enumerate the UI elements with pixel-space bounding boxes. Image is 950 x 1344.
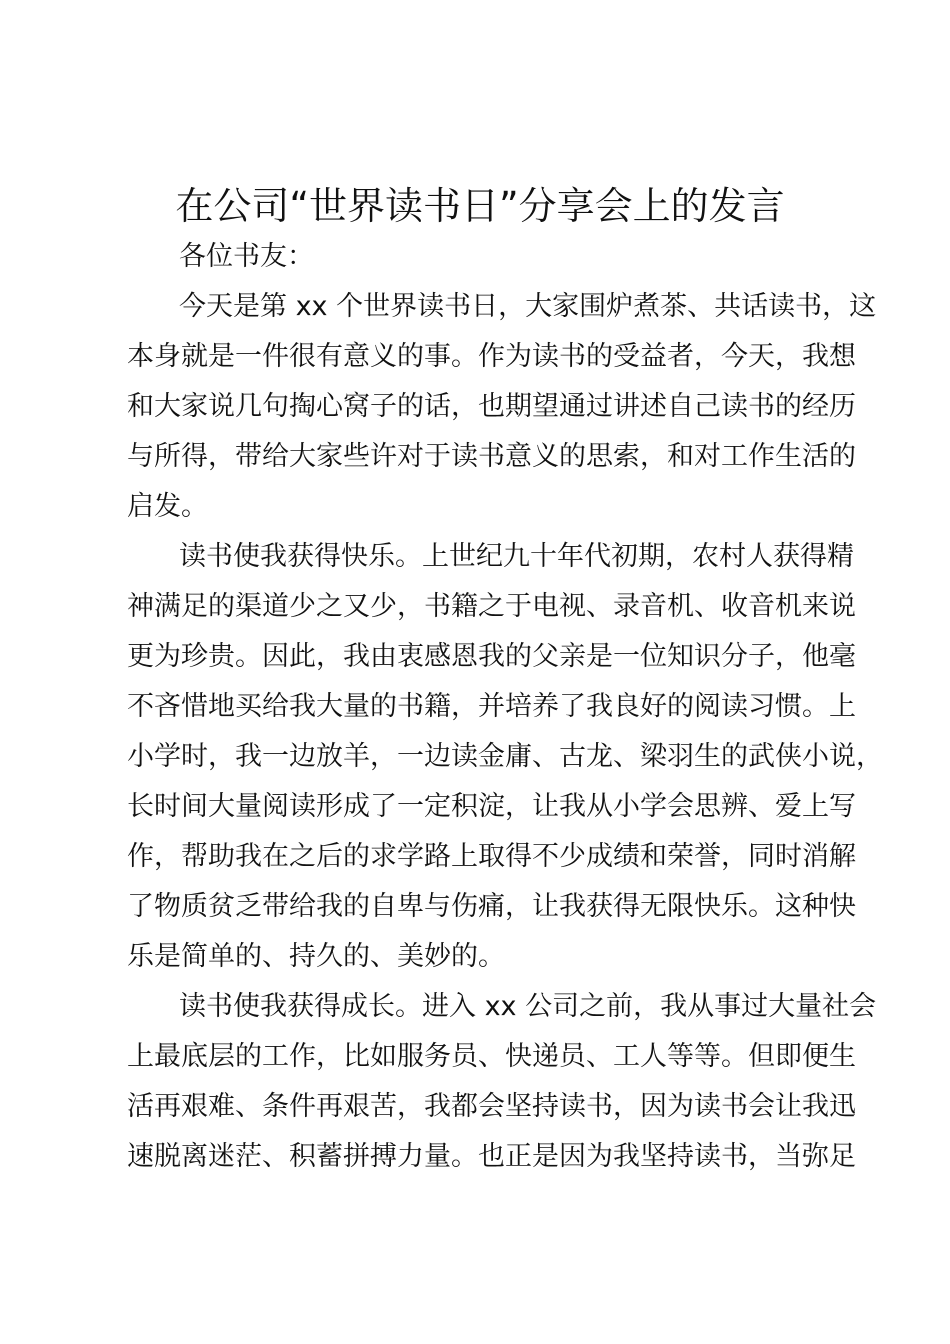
- text-line: 活再艰难、条件再艰苦，我都会坚持读书，因为读书会让我迅: [127, 1091, 856, 1122]
- text-line: 读书使我获得快乐。上世纪九十年代初期，农村人获得精: [179, 541, 854, 572]
- text-line: 本身就是一件很有意义的事。作为读书的受益者，今天，我想: [127, 341, 856, 372]
- salutation: 各位书友：: [179, 241, 314, 272]
- text-line: 不吝惜地买给我大量的书籍，并培养了我良好的阅读习惯。上: [127, 691, 856, 722]
- text-line: 读书使我获得成长。进入 xx 公司之前，我从事过大量社会: [179, 991, 877, 1022]
- text-line: 乐是简单的、持久的、美妙的。: [127, 941, 505, 972]
- text-line: 和大家说几句掏心窝子的话，也期望通过讲述自己读书的经历: [127, 391, 856, 422]
- text-line: 小学时，我一边放羊，一边读金庸、古龙、梁羽生的武侠小说，: [127, 741, 883, 772]
- text-line: 作，帮助我在之后的求学路上取得不少成绩和荣誉，同时消解: [127, 841, 856, 872]
- text-line: 长时间大量阅读形成了一定积淀，让我从小学会思辨、爱上写: [127, 791, 856, 822]
- document-title: 在公司“世界读书日”分享会上的发言: [175, 184, 785, 228]
- text-line: 上最底层的工作，比如服务员、快递员、工人等等。但即便生: [127, 1041, 856, 1072]
- text-line: 与所得，带给大家些许对于读书意义的思索，和对工作生活的: [127, 441, 856, 472]
- text-line: 今天是第 xx 个世界读书日，大家围炉煮茶、共话读书，这: [179, 291, 877, 322]
- text-line: 速脱离迷茫、积蓄拼搏力量。也正是因为我坚持读书，当弥足: [127, 1141, 856, 1172]
- text-line: 神满足的渠道少之又少，书籍之于电视、录音机、收音机来说: [127, 591, 856, 622]
- document-body: [127, 232, 883, 1182]
- text-line: 了物质贫乏带给我的自卑与伤痛，让我获得无限快乐。这种快: [127, 891, 856, 922]
- paragraph-lines: [127, 282, 883, 1182]
- text-line: 更为珍贵。因此，我由衷感恩我的父亲是一位知识分子，他毫: [127, 641, 856, 672]
- text-line: 启发。: [127, 491, 208, 522]
